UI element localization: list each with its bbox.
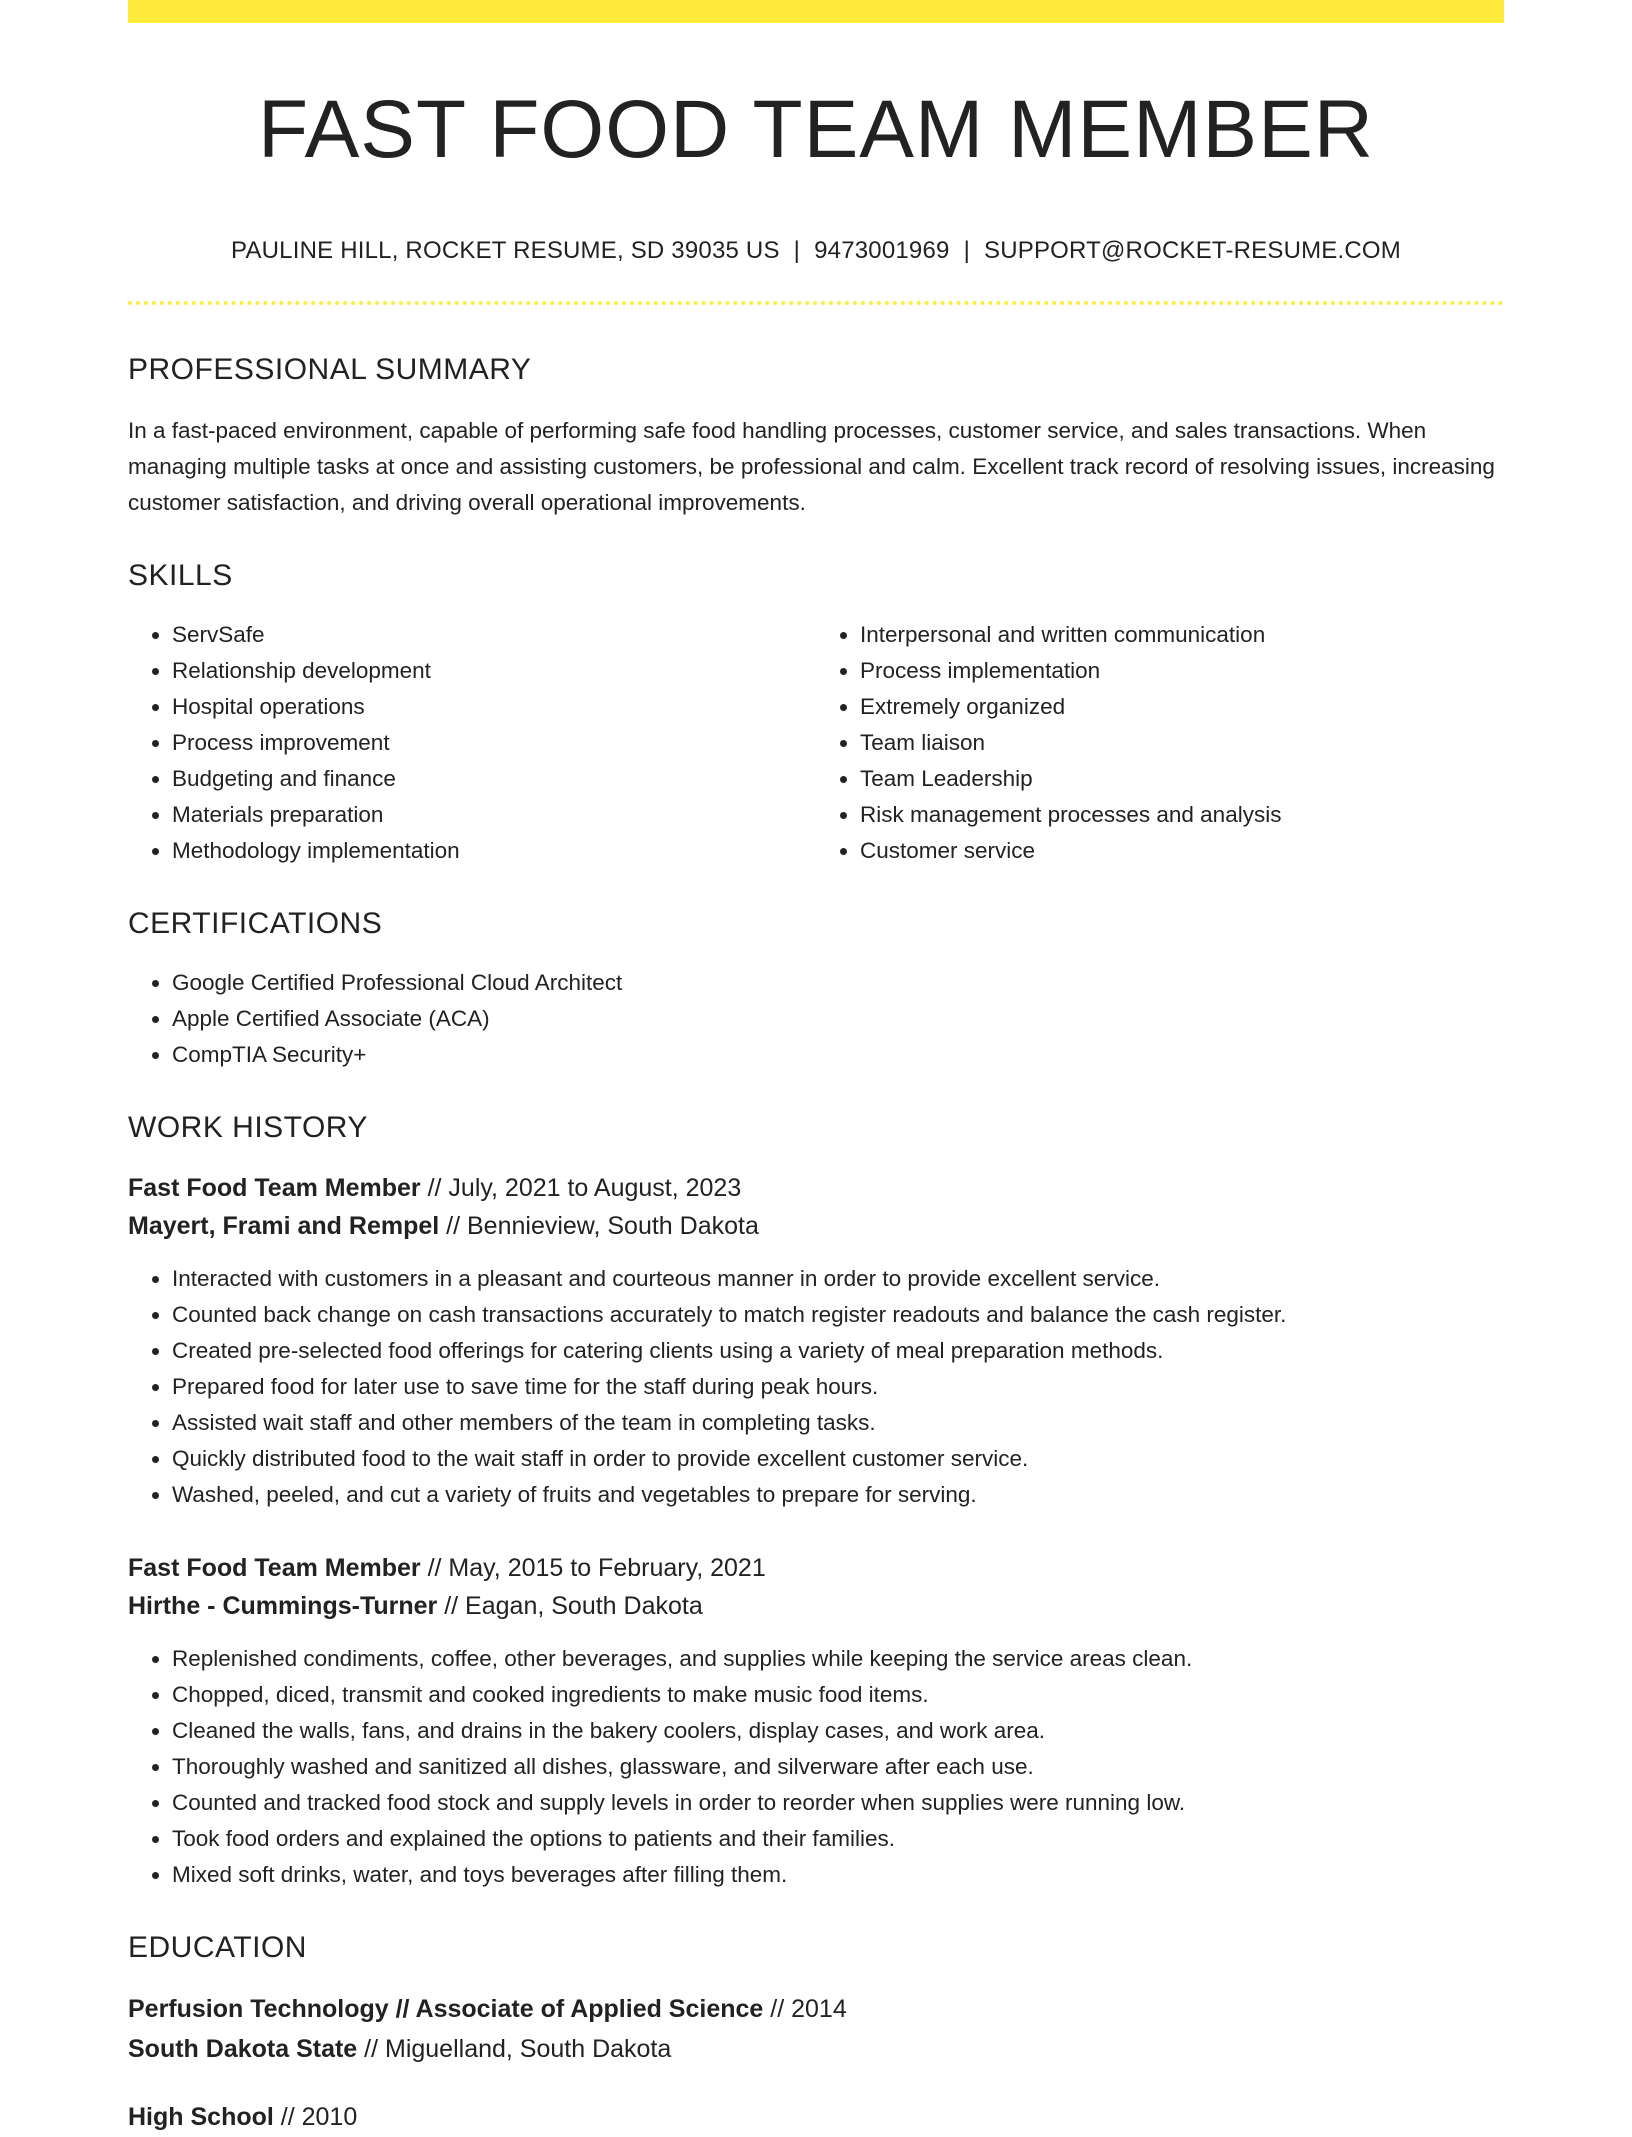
job-bullet: • Replenished condiments, coffee, other beverages, and supplies while keeping the service areas clean. — [172, 1641, 1504, 1677]
job-bullet: • Washed, peeled, and cut a variety of fruits and vegetables to prepare for serving. — [172, 1477, 1504, 1513]
job-dates: // July, 2021 to August, 2023 — [427, 1174, 742, 1203]
job-bullet: • Assisted wait staff and other members of the team in completing tasks. — [172, 1405, 1504, 1441]
job-bullet: • Prepared food for later use to save time for the staff during peak hours. — [172, 1369, 1504, 1405]
skill-item: • ServSafe — [172, 617, 816, 653]
job-title: Fast Food Team Member — [128, 1174, 421, 1203]
job-bullet: • Counted back change on cash transactions accurately to match register readouts and balance the cash register. — [172, 1297, 1504, 1333]
skill-item: • Customer service — [860, 833, 1504, 869]
job-bullet: • Took food orders and explained the options to patients and their families. — [172, 1821, 1504, 1857]
job-title: Fast Food Team Member — [128, 1554, 421, 1583]
contact-email: SUPPORT@ROCKET-RESUME.COM — [984, 237, 1401, 265]
certifications-heading: CERTIFICATIONS — [128, 907, 383, 941]
summary-text: In a fast-paced environment, capable of performing safe food handling processes, customer service, and sales transactions. When managing multiple tasks at once and assisting customers, be professional and calm. Excellent track record of resolving issues, increasing customer satisfaction, and driving overall operational improvements. — [128, 418, 1495, 516]
education-location: // Miguelland, South Dakota — [364, 2035, 672, 2064]
education-entry — [128, 2097, 1504, 2137]
education-entry — [128, 1989, 1504, 2069]
skill-item: • Methodology implementation — [172, 833, 816, 869]
skills-list-left — [128, 617, 816, 869]
skill-item: • Process improvement — [172, 725, 816, 761]
job-bullet: • Quickly distributed food to the wait staff in order to provide excellent customer service. — [172, 1441, 1504, 1477]
resume-page — [128, 0, 1504, 2137]
skills-columns — [128, 617, 1504, 869]
certifications-list — [128, 965, 1504, 1073]
job-bullet: • Cleaned the walls, fans, and drains in the bakery coolers, display cases, and work area. — [172, 1713, 1504, 1749]
skill-item: • Materials preparation — [172, 797, 816, 833]
job-bullet: • Thoroughly washed and sanitized all dishes, glassware, and silverware after each use. — [172, 1749, 1504, 1785]
job-bullet: • Counted and tracked food stock and supply levels in order to reorder when supplies were running low. — [172, 1785, 1504, 1821]
skill-item: • Interpersonal and written communication — [860, 617, 1504, 653]
page-title: FAST FOOD TEAM MEMBER — [258, 84, 1374, 175]
education-year: // 2010 — [280, 2103, 358, 2132]
skill-item: • Team Leadership — [860, 761, 1504, 797]
summary-heading: PROFESSIONAL SUMMARY — [128, 353, 532, 387]
job-bullets — [128, 1641, 1504, 1893]
education-degree: High School — [128, 2103, 274, 2132]
contact-address: PAULINE HILL, ROCKET RESUME, SD 39035 US — [231, 237, 780, 265]
skill-item: • Extremely organized — [860, 689, 1504, 725]
job-company: Mayert, Frami and Rempel — [128, 1212, 440, 1241]
skills-list-right — [816, 617, 1504, 869]
education-school: South Dakota State — [128, 2035, 358, 2064]
job-header — [128, 1549, 1504, 1625]
contact-phone: 9473001969 — [814, 237, 950, 265]
job-bullet: • Chopped, diced, transmit and cooked ingredients to make music food items. — [172, 1677, 1504, 1713]
education-degree: Perfusion Technology // Associate of Applied Science — [128, 1995, 764, 2024]
job-location: // Bennieview, South Dakota — [446, 1212, 759, 1241]
work-history-heading: WORK HISTORY — [128, 1111, 368, 1145]
job-bullet: • Mixed soft drinks, water, and toys beverages after filling them. — [172, 1857, 1504, 1893]
job-bullet: • Created pre-selected food offerings for catering clients using a variety of meal preparation methods. — [172, 1333, 1504, 1369]
certification-item: • Google Certified Professional Cloud Architect — [172, 965, 1504, 1001]
job-company: Hirthe - Cummings-Turner — [128, 1592, 438, 1621]
job-bullets — [128, 1261, 1504, 1513]
skill-item: • Budgeting and finance — [172, 761, 816, 797]
contact-separator: | — [793, 237, 801, 265]
education-heading: EDUCATION — [128, 1931, 307, 1965]
skill-item: • Team liaison — [860, 725, 1504, 761]
dotted-divider — [128, 301, 1504, 305]
skill-item: • Relationship development — [172, 653, 816, 689]
contact-line — [128, 237, 1504, 265]
job-bullet: • Interacted with customers in a pleasant and courteous manner in order to provide excellent service. — [172, 1261, 1504, 1297]
job-location: // Eagan, South Dakota — [444, 1592, 703, 1621]
job-header — [128, 1169, 1504, 1245]
certification-item: • Apple Certified Associate (ACA) — [172, 1001, 1504, 1037]
contact-separator: | — [963, 237, 971, 265]
job-entry — [128, 1549, 1504, 1893]
job-entry — [128, 1169, 1504, 1513]
job-dates: // May, 2015 to February, 2021 — [427, 1554, 766, 1583]
skill-item: • Hospital operations — [172, 689, 816, 725]
skills-heading: SKILLS — [128, 559, 233, 593]
skill-item: • Process implementation — [860, 653, 1504, 689]
certification-item: • CompTIA Security+ — [172, 1037, 1504, 1073]
top-accent-bar — [128, 0, 1504, 23]
education-year: // 2014 — [770, 1995, 847, 2024]
skill-item: • Risk management processes and analysis — [860, 797, 1504, 833]
